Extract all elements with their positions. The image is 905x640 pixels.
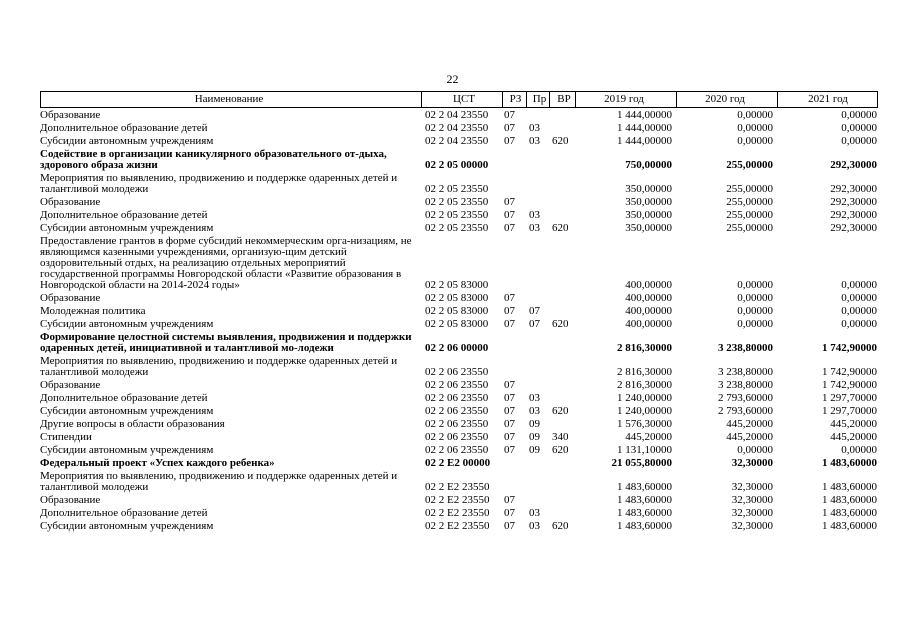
header-2019: 2019 год xyxy=(576,92,677,107)
cell-2021: 445,20000 xyxy=(830,419,877,430)
cell-2020: 0,00000 xyxy=(737,123,773,134)
cell-name: Субсидии автономным учреждениям xyxy=(40,319,214,330)
cell-rz: 07 xyxy=(504,223,515,234)
cell-cst: 02 2 06 23550 xyxy=(425,393,489,404)
cell-2020: 3 238,80000 xyxy=(718,343,773,354)
table-row xyxy=(40,210,878,221)
cell-pr: 03 xyxy=(529,123,540,134)
cell-2019: 1 240,00000 xyxy=(617,393,672,404)
table-row xyxy=(40,432,878,443)
cell-2021: 1 483,60000 xyxy=(822,521,877,532)
cell-2020: 32,30000 xyxy=(731,495,773,506)
cell-pr: 09 xyxy=(529,432,540,443)
cell-cst: 02 2 05 00000 xyxy=(425,160,489,171)
cell-name: Молодежная политика xyxy=(40,306,146,317)
header-2020: 2020 год xyxy=(677,92,778,107)
cell-rz: 07 xyxy=(504,495,515,506)
cell-2019: 350,00000 xyxy=(625,223,672,234)
cell-rz: 07 xyxy=(504,293,515,304)
cell-2019: 1 444,00000 xyxy=(617,110,672,121)
cell-pr: 03 xyxy=(529,393,540,404)
cell-name: Другие вопросы в области образования xyxy=(40,419,225,430)
cell-cst: 02 2 06 23550 xyxy=(425,406,489,417)
cell-name: Федеральный проект «Успех каждого ребенка» xyxy=(40,458,275,469)
cell-name: Образование xyxy=(40,197,101,208)
cell-2020: 0,00000 xyxy=(737,445,773,456)
cell-2019: 1 444,00000 xyxy=(617,136,672,147)
cell-rz: 07 xyxy=(504,521,515,532)
cell-2021: 0,00000 xyxy=(841,123,877,134)
cell-pr: 03 xyxy=(529,508,540,519)
cell-2020: 3 238,80000 xyxy=(718,380,773,391)
cell-cst: 02 2 E2 23550 xyxy=(425,495,490,506)
cell-2019: 350,00000 xyxy=(625,184,672,195)
cell-2020: 0,00000 xyxy=(737,136,773,147)
cell-pr: 07 xyxy=(529,306,540,317)
table-row xyxy=(40,521,878,532)
cell-name: Мероприятия по выявлению, продвижению и поддержке одаренных детей и талантливой молодежи xyxy=(40,471,398,493)
cell-2021: 292,30000 xyxy=(830,223,877,234)
header-name: Наименование xyxy=(41,92,422,107)
cell-name: Субсидии автономным учреждениям xyxy=(40,521,214,532)
cell-2021: 0,00000 xyxy=(841,280,877,291)
cell-pr: 03 xyxy=(529,521,540,532)
table-row xyxy=(40,306,878,317)
page-number: 22 xyxy=(446,72,459,86)
cell-2020: 3 238,80000 xyxy=(718,367,773,378)
cell-rz: 07 xyxy=(504,123,515,134)
cell-2021: 0,00000 xyxy=(841,445,877,456)
table-row xyxy=(40,495,878,506)
cell-cst: 02 2 05 23550 xyxy=(425,197,489,208)
cell-name: Предоставление грантов в форме субсидий некоммерческим орга-низациям, не являющимся казенными учреждениями, организую-щим детский оздоровительный отдых, на реализацию отдельных мероприятий государственной программы Новгородской области «Развитие образования в Новгородской области на 2014-2024 годы» xyxy=(40,236,412,291)
cell-rz: 07 xyxy=(504,432,515,443)
cell-2021: 1 742,90000 xyxy=(822,380,877,391)
cell-2020: 255,00000 xyxy=(726,223,773,234)
cell-rz: 07 xyxy=(504,306,515,317)
cell-2021: 1 297,70000 xyxy=(822,393,877,404)
cell-2019: 2 816,30000 xyxy=(617,380,672,391)
cell-name: Мероприятия по выявлению, продвижению и поддержке одаренных детей и талантливой молодежи xyxy=(40,356,398,378)
cell-2019: 21 055,80000 xyxy=(611,458,672,469)
cell-rz: 07 xyxy=(504,319,515,330)
cell-rz: 07 xyxy=(504,508,515,519)
table-row xyxy=(40,356,878,378)
cell-2019: 1 576,30000 xyxy=(617,419,672,430)
cell-cst: 02 2 05 23550 xyxy=(425,223,489,234)
cell-2019: 445,20000 xyxy=(625,432,672,443)
cell-2021: 1 742,90000 xyxy=(822,343,877,354)
cell-vr: 620 xyxy=(552,445,569,456)
cell-2019: 750,00000 xyxy=(625,160,672,171)
cell-2020: 32,30000 xyxy=(731,521,773,532)
cell-2019: 400,00000 xyxy=(625,319,672,330)
cell-name: Формирование целостной системы выявления, продвижения и поддержки одаренных детей, инициативной и талантливой мо-лодежи xyxy=(40,332,412,354)
cell-rz: 07 xyxy=(504,136,515,147)
table-row xyxy=(40,319,878,330)
cell-cst: 02 2 06 00000 xyxy=(425,343,489,354)
cell-2020: 255,00000 xyxy=(726,184,773,195)
cell-cst: 02 2 05 83000 xyxy=(425,293,489,304)
cell-cst: 02 2 E2 23550 xyxy=(425,508,490,519)
cell-2020: 255,00000 xyxy=(726,210,773,221)
table-row xyxy=(40,332,878,354)
header-vr: ВР xyxy=(550,92,576,107)
table-row xyxy=(40,136,878,147)
cell-2021: 445,20000 xyxy=(830,432,877,443)
table-row xyxy=(40,236,878,291)
table-row xyxy=(40,110,878,121)
table-row xyxy=(40,508,878,519)
cell-2020: 32,30000 xyxy=(731,482,773,493)
cell-2021: 0,00000 xyxy=(841,110,877,121)
cell-cst: 02 2 05 83000 xyxy=(425,319,489,330)
cell-vr: 620 xyxy=(552,136,569,147)
cell-2021: 292,30000 xyxy=(830,210,877,221)
cell-2021: 1 483,60000 xyxy=(822,508,877,519)
cell-2020: 255,00000 xyxy=(726,197,773,208)
cell-2021: 0,00000 xyxy=(841,306,877,317)
cell-cst: 02 2 05 23550 xyxy=(425,184,489,195)
cell-name: Мероприятия по выявлению, продвижению и поддержке одаренных детей и талантливой молодежи xyxy=(40,173,398,195)
cell-2020: 32,30000 xyxy=(731,508,773,519)
cell-cst: 02 2 E2 00000 xyxy=(425,458,491,469)
table-row xyxy=(40,149,878,171)
cell-2021: 1 483,60000 xyxy=(822,482,877,493)
cell-name: Дополнительное образование детей xyxy=(40,508,208,519)
cell-pr: 07 xyxy=(529,319,540,330)
cell-pr: 03 xyxy=(529,136,540,147)
cell-2021: 0,00000 xyxy=(841,136,877,147)
cell-name: Образование xyxy=(40,293,101,304)
cell-name: Дополнительное образование детей xyxy=(40,123,208,134)
budget-table xyxy=(40,91,878,532)
cell-cst: 02 2 E2 23550 xyxy=(425,482,490,493)
cell-name: Субсидии автономным учреждениям xyxy=(40,406,214,417)
cell-rz: 07 xyxy=(504,393,515,404)
cell-2020: 2 793,60000 xyxy=(718,406,773,417)
cell-rz: 07 xyxy=(504,380,515,391)
cell-name: Образование xyxy=(40,110,101,121)
cell-vr: 620 xyxy=(552,223,569,234)
cell-2019: 2 816,30000 xyxy=(617,367,672,378)
header-pr: Пр xyxy=(527,92,550,107)
cell-cst: 02 2 06 23550 xyxy=(425,380,489,391)
cell-name: Образование xyxy=(40,380,101,391)
cell-vr: 620 xyxy=(552,406,569,417)
cell-2019: 2 816,30000 xyxy=(617,343,672,354)
cell-vr: 620 xyxy=(552,521,569,532)
cell-vr: 620 xyxy=(552,319,569,330)
cell-2019: 400,00000 xyxy=(625,306,672,317)
cell-2020: 0,00000 xyxy=(737,293,773,304)
cell-2021: 1 483,60000 xyxy=(822,495,877,506)
cell-pr: 03 xyxy=(529,406,540,417)
cell-name: Дополнительное образование детей xyxy=(40,393,208,404)
cell-pr: 09 xyxy=(529,419,540,430)
cell-pr: 03 xyxy=(529,223,540,234)
cell-2019: 1 483,60000 xyxy=(617,521,672,532)
table-row xyxy=(40,197,878,208)
cell-2020: 0,00000 xyxy=(737,110,773,121)
cell-rz: 07 xyxy=(504,406,515,417)
cell-2019: 1 444,00000 xyxy=(617,123,672,134)
table-row xyxy=(40,393,878,404)
cell-pr: 09 xyxy=(529,445,540,456)
cell-2019: 350,00000 xyxy=(625,210,672,221)
cell-vr: 340 xyxy=(552,432,569,443)
cell-2021: 292,30000 xyxy=(830,197,877,208)
cell-rz: 07 xyxy=(504,419,515,430)
cell-2019: 1 483,60000 xyxy=(617,508,672,519)
cell-2021: 292,30000 xyxy=(830,160,877,171)
cell-name: Субсидии автономным учреждениям xyxy=(40,445,214,456)
cell-pr: 03 xyxy=(529,210,540,221)
table-row xyxy=(40,293,878,304)
cell-2021: 1 742,90000 xyxy=(822,367,877,378)
cell-2020: 255,00000 xyxy=(726,160,773,171)
cell-name: Субсидии автономным учреждениям xyxy=(40,136,214,147)
cell-name: Образование xyxy=(40,495,101,506)
cell-2021: 1 297,70000 xyxy=(822,406,877,417)
cell-cst: 02 2 05 23550 xyxy=(425,210,489,221)
cell-2020: 445,20000 xyxy=(726,432,773,443)
cell-rz: 07 xyxy=(504,110,515,121)
table-row xyxy=(40,458,878,469)
cell-cst: 02 2 06 23550 xyxy=(425,445,489,456)
cell-2021: 0,00000 xyxy=(841,319,877,330)
cell-name: Дополнительное образование детей xyxy=(40,210,208,221)
cell-2020: 32,30000 xyxy=(731,458,773,469)
cell-cst: 02 2 06 23550 xyxy=(425,432,489,443)
cell-2019: 1 131,10000 xyxy=(617,445,672,456)
table-header xyxy=(40,91,878,108)
cell-cst: 02 2 05 83000 xyxy=(425,280,489,291)
cell-cst: 02 2 04 23550 xyxy=(425,123,489,134)
table-row xyxy=(40,419,878,430)
cell-cst: 02 2 E2 23550 xyxy=(425,521,490,532)
table-row xyxy=(40,445,878,456)
cell-rz: 07 xyxy=(504,197,515,208)
cell-2019: 400,00000 xyxy=(625,293,672,304)
cell-cst: 02 2 06 23550 xyxy=(425,419,489,430)
cell-name: Субсидии автономным учреждениям xyxy=(40,223,214,234)
cell-cst: 02 2 04 23550 xyxy=(425,136,489,147)
table-body xyxy=(40,110,878,532)
cell-2020: 0,00000 xyxy=(737,280,773,291)
header-rz: РЗ xyxy=(503,92,527,107)
cell-2021: 1 483,60000 xyxy=(822,458,877,469)
header-2021: 2021 год xyxy=(808,93,848,105)
header-cst: ЦСТ xyxy=(422,92,503,107)
cell-cst: 02 2 06 23550 xyxy=(425,367,489,378)
cell-2020: 445,20000 xyxy=(726,419,773,430)
cell-name: Стипендии xyxy=(40,432,92,443)
cell-cst: 02 2 04 23550 xyxy=(425,110,489,121)
cell-2020: 0,00000 xyxy=(737,319,773,330)
cell-cst: 02 2 05 83000 xyxy=(425,306,489,317)
table-row xyxy=(40,471,878,493)
cell-rz: 07 xyxy=(504,210,515,221)
cell-rz: 07 xyxy=(504,445,515,456)
cell-2019: 400,00000 xyxy=(625,280,672,291)
cell-2020: 2 793,60000 xyxy=(718,393,773,404)
table-row xyxy=(40,380,878,391)
cell-2021: 292,30000 xyxy=(830,184,877,195)
table-row xyxy=(40,173,878,195)
table-row xyxy=(40,223,878,234)
cell-2019: 350,00000 xyxy=(625,197,672,208)
cell-2021: 0,00000 xyxy=(841,293,877,304)
table-row xyxy=(40,406,878,417)
cell-2019: 1 483,60000 xyxy=(617,495,672,506)
cell-2019: 1 240,00000 xyxy=(617,406,672,417)
cell-2020: 0,00000 xyxy=(737,306,773,317)
cell-2019: 1 483,60000 xyxy=(617,482,672,493)
table-row xyxy=(40,123,878,134)
cell-name: Содействие в организации каникулярного образовательного от-дыха, здорового образа жизни xyxy=(40,149,387,171)
